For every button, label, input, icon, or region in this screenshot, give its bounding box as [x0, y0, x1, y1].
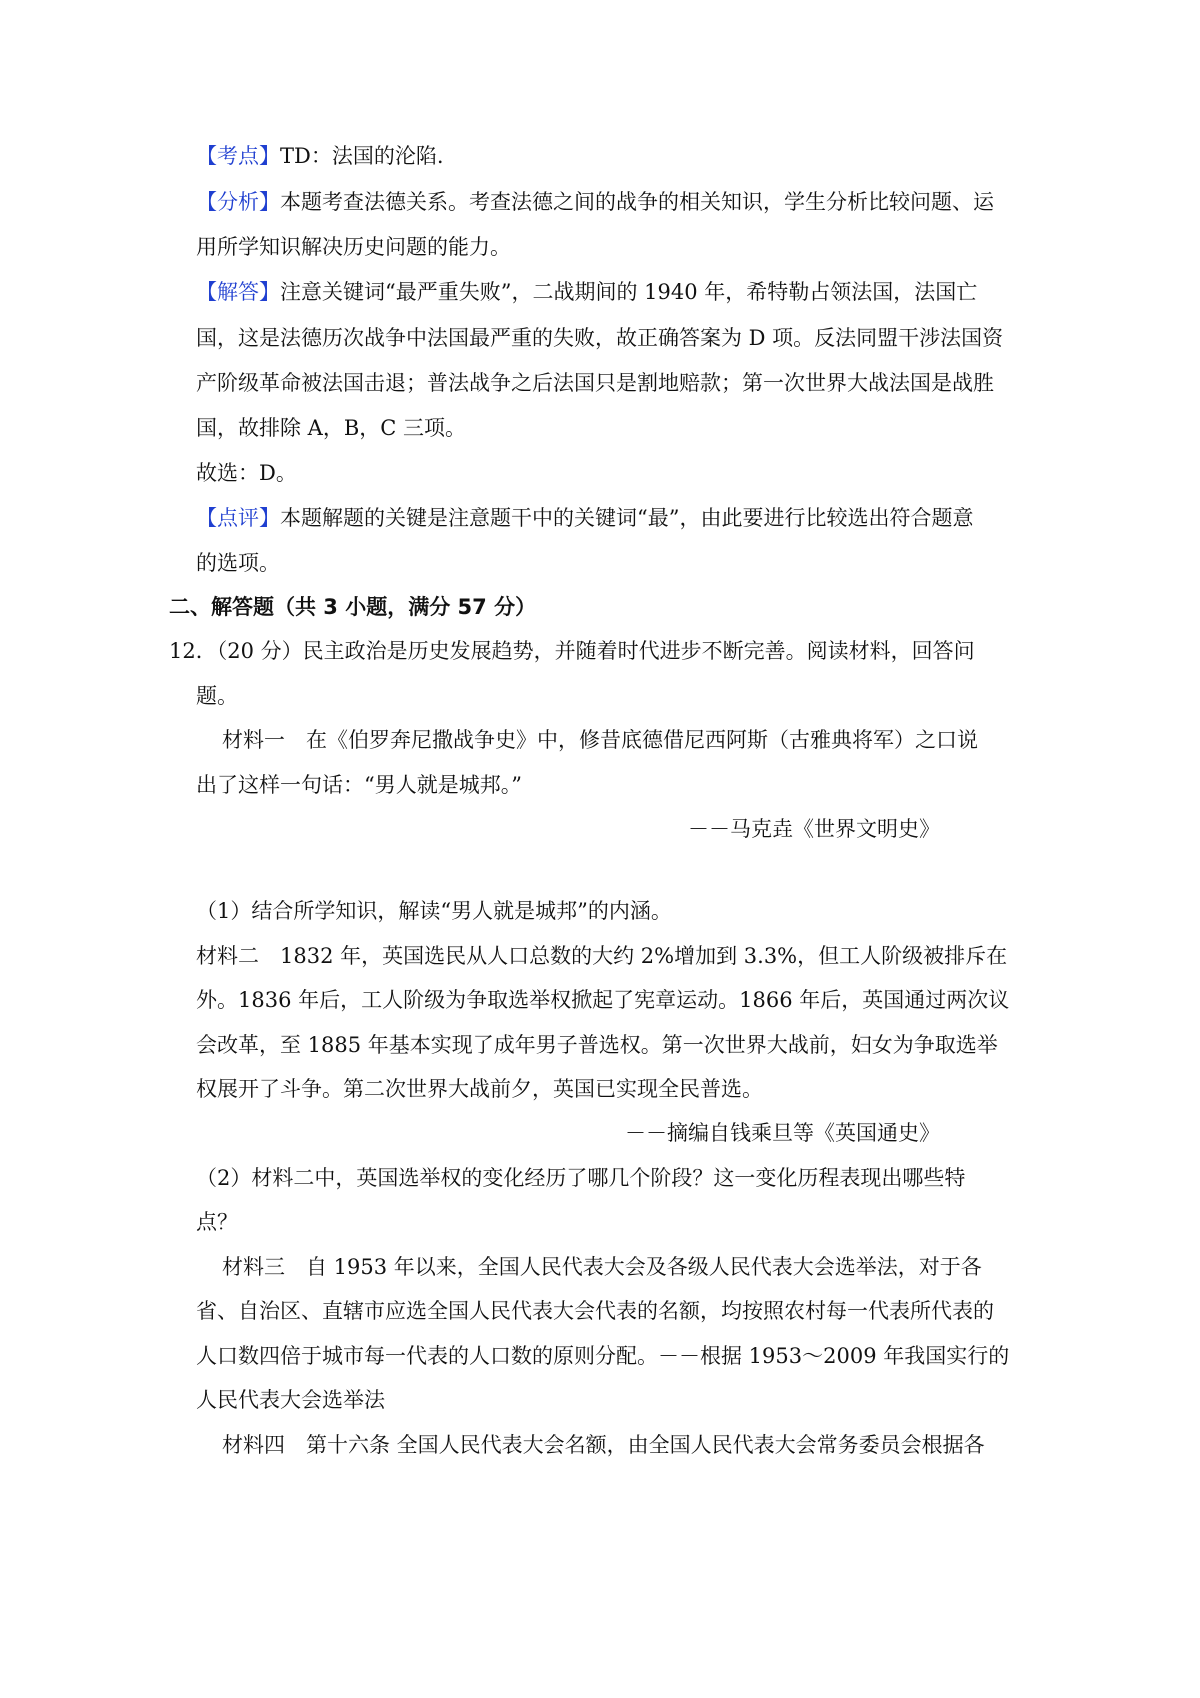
question-12-line-2: 题。: [196, 684, 238, 708]
dianping-tag: 【点评】: [196, 506, 280, 530]
fenxi-line-2: 用所学知识解决历史问题的能力。: [196, 235, 511, 259]
jieda-line-2: 国，这是法德历次战争中法国最严重的失败，故正确答案为 D 项。反法同盟干涉法国资: [196, 326, 1004, 350]
material-3-line-3: 人口数四倍于城市每一代表的人口数的原则分配。－－根据 1953～2009 年我国实行的: [196, 1344, 1010, 1368]
material-1-line-1: 材料一 在《伯罗奔尼撒战争史》中，修昔底德借尼西阿斯（古雅典将军）之口说: [222, 728, 978, 752]
section-2-heading: 二、解答题（共 3 小题，满分 57 分）: [169, 595, 537, 619]
material-2-line-3: 会改革，至 1885 年基本实现了成年男子普选权。第一次世界大战前，妇女为争取选举: [196, 1033, 998, 1057]
sub-question-1: （1）结合所学知识，解读“男人就是城邦”的内涵。: [196, 899, 672, 923]
material-3-line-2: 省、自治区、直辖市应选全国人民代表大会代表的名额，均按照农村每一代表所代表的: [196, 1299, 994, 1323]
fenxi-tag: 【分析】: [196, 190, 280, 214]
material-2-line-4: 权展开了斗争。第二次世界大战前夕，英国已实现全民普选。: [196, 1077, 763, 1101]
sub-question-2-line-2: 点？: [196, 1210, 238, 1234]
material-4-line-1: 材料四 第十六条 全国人民代表大会名额，由全国人民代表大会常务委员会根据各: [222, 1433, 985, 1457]
guxuan-line: 故选：D。: [196, 461, 297, 485]
kaodian-line: [196, 141, 444, 171]
kaodian-tag: 【考点】: [196, 144, 280, 168]
dianping-text-1: 本题解题的关键是注意题干中的关键词“最”，由此要进行比较选出符合题意: [280, 506, 974, 530]
question-12-line-1: 12．（20 分）民主政治是历史发展趋势，并随着时代进步不断完善。阅读材料，回答问: [169, 639, 975, 663]
jieda-text-1: 注意关键词“最严重失败”，二战期间的 1940 年，希特勒占领法国，法国亡: [280, 280, 978, 304]
jieda-line-3: 产阶级革命被法国击退；普法战争之后法国只是割地赔款；第一次世界大战法国是战胜: [196, 371, 994, 395]
jieda-tag: 【解答】: [196, 280, 280, 304]
sub-question-2-line-1: （2）材料二中，英国选举权的变化经历了哪几个阶段？这一变化历程表现出哪些特: [196, 1166, 966, 1190]
material-2-source: －－摘编自钱乘旦等《英国通史》: [625, 1121, 940, 1145]
jieda-line-4: 国，故排除 A，B，C 三项。: [196, 416, 467, 440]
fenxi-line-1: [196, 187, 994, 217]
kaodian-text: TD：法国的沦陷.: [280, 144, 444, 168]
dianping-line-2: 的选项。: [196, 551, 280, 575]
material-1-line-2: 出了这样一句话：“男人就是城邦。”: [196, 773, 522, 797]
material-3-line-4: 人民代表大会选举法: [196, 1388, 385, 1412]
jieda-line-1: [196, 277, 977, 307]
dianping-line-1: [196, 503, 973, 533]
material-2-line-1: 材料二 1832 年，英国选民从人口总数的大约 2%增加到 3.3%，但工人阶级被排斥在: [196, 944, 1008, 968]
material-3-line-1: 材料三 自 1953 年以来，全国人民代表大会及各级人民代表大会选举法，对于各: [222, 1255, 982, 1279]
material-2-line-2: 外。1836 年后，工人阶级为争取选举权掀起了宪章运动。1866 年后，英国通过两次议: [196, 988, 1010, 1012]
material-1-source: －－马克垚《世界文明史》: [688, 817, 940, 841]
fenxi-text-1: 本题考查法德关系。考查法德之间的战争的相关知识，学生分析比较问题、运: [280, 190, 994, 214]
